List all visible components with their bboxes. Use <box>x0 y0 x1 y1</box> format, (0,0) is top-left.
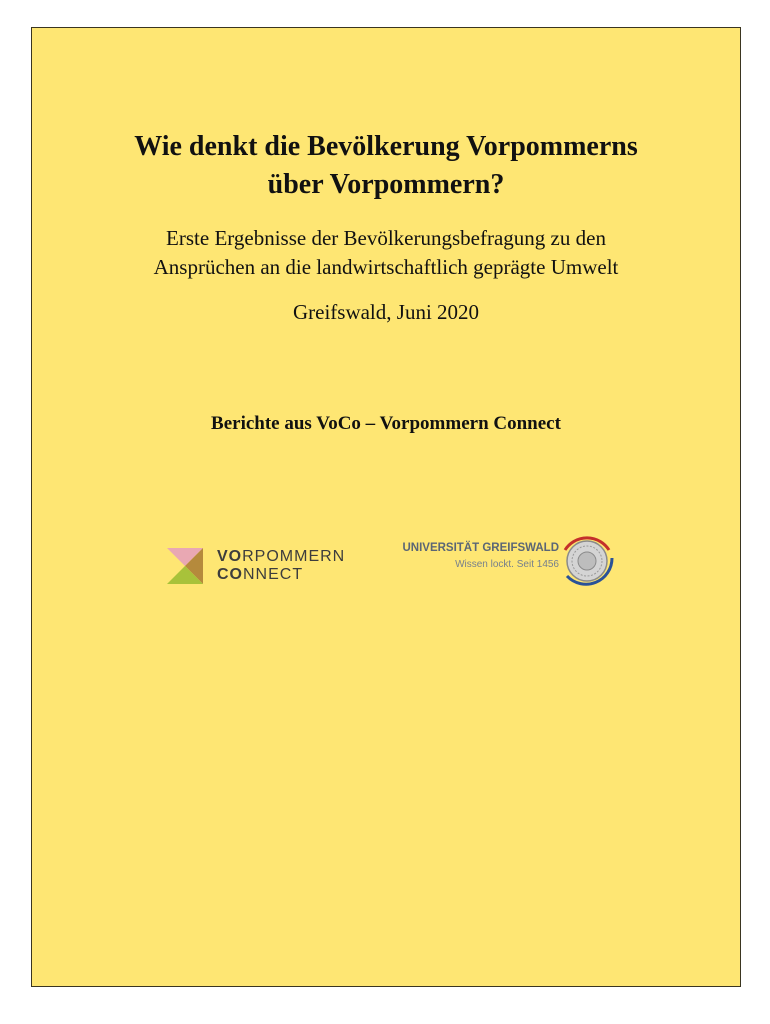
title-line-2: über Vorpommern? <box>267 169 505 200</box>
report-subtitle <box>32 224 740 282</box>
report-title <box>32 128 740 204</box>
cover-page <box>31 27 741 987</box>
title-line-1: Wie denkt die Bevölkerung Vorpommerns <box>134 131 638 162</box>
voco-line2-rest: NNECT <box>243 566 304 583</box>
voco-line1-bold: VO <box>217 548 243 565</box>
series-title: Berichte aus VoCo – Vorpommern Connect <box>211 413 561 434</box>
university-motto: Wissen lockt. Seit 1456 <box>455 559 559 570</box>
voco-wordmark <box>217 548 345 584</box>
voco-line1-rest: RPOMMERN <box>242 548 346 565</box>
voco-mark-icon <box>163 548 209 586</box>
voco-line2-bold: CO <box>217 566 243 583</box>
university-seal-icon <box>555 528 619 592</box>
place-date: Greifswald, Juni 2020 <box>292 300 480 324</box>
vorpommern-connect-logo <box>163 544 363 590</box>
university-greifswald-logo <box>389 528 619 592</box>
subtitle-line-1: Erste Ergebnisse der Bevölkerungsbefragung zu den <box>166 226 606 250</box>
subtitle-line-2: Ansprüchen an die landwirtschaftlich geprägte Umwelt <box>153 255 619 279</box>
university-name: UNIVERSITÄT GREIFSWALD <box>402 542 559 554</box>
